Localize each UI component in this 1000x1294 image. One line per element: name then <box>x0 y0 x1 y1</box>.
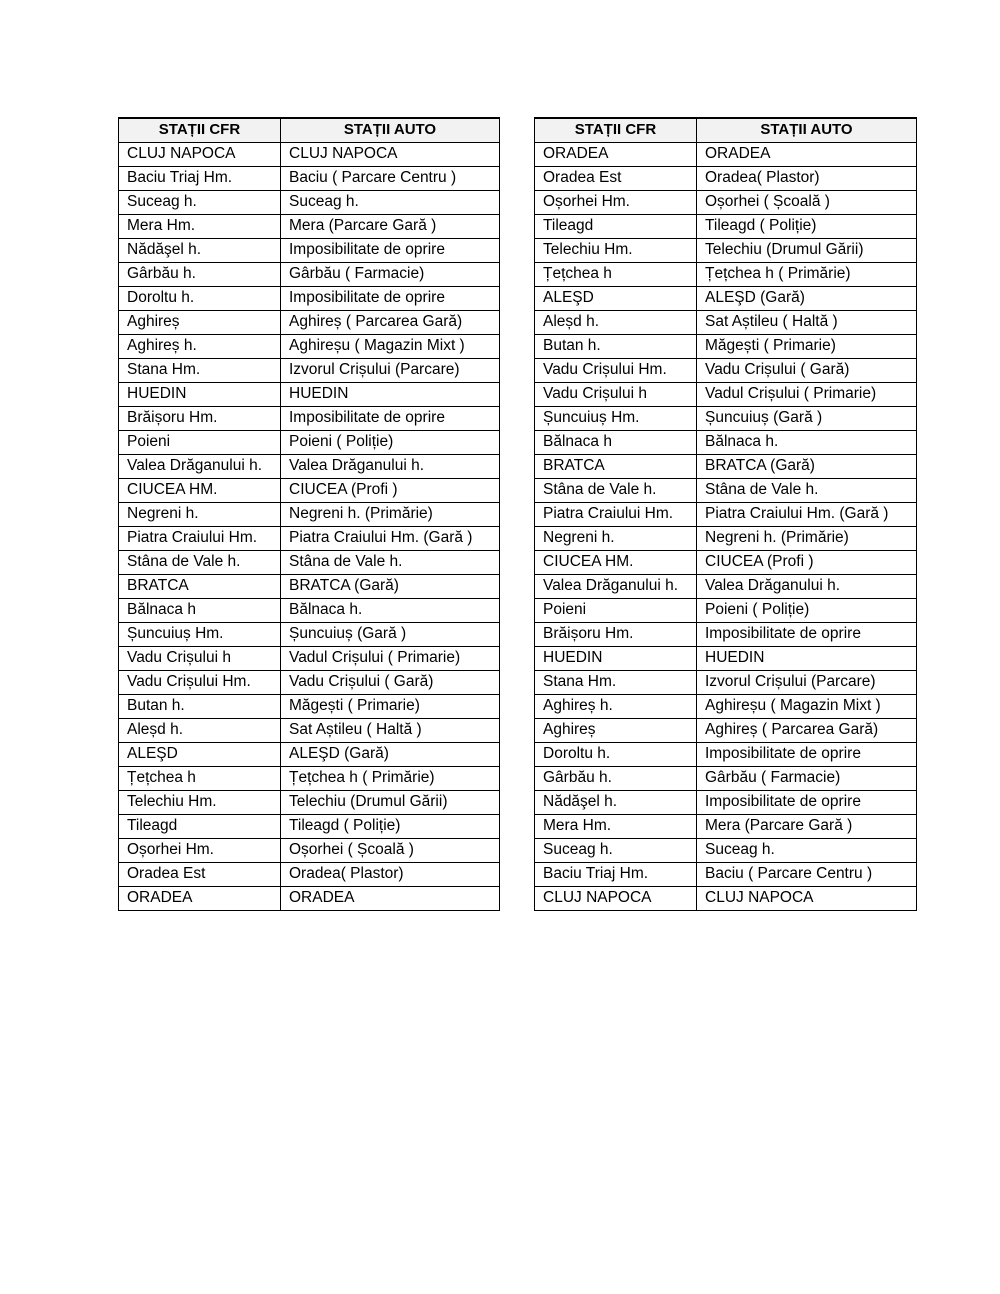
table-row <box>119 526 500 550</box>
auto-station-cell: HUEDIN <box>697 646 917 670</box>
auto-station-cell: Oradea( Plastor) <box>697 166 917 190</box>
cfr-station-cell: Telechiu Hm. <box>535 238 697 262</box>
header-cfr-stations: STAȚII CFR <box>535 118 697 142</box>
table-row <box>535 790 917 814</box>
auto-station-cell: Șuncuiuș (Gară ) <box>697 406 917 430</box>
auto-station-cell: Aghireșu ( Magazin Mixt ) <box>281 334 500 358</box>
auto-station-cell: Bălnaca h. <box>697 430 917 454</box>
table-row <box>119 142 500 166</box>
cfr-station-cell: CLUJ NAPOCA <box>119 142 281 166</box>
auto-station-cell: Suceag h. <box>281 190 500 214</box>
table-row <box>119 334 500 358</box>
table-row <box>535 238 917 262</box>
cfr-station-cell: Țețchea h <box>119 766 281 790</box>
cfr-station-cell: Aleșd h. <box>535 310 697 334</box>
table-row <box>535 694 917 718</box>
auto-station-cell: Vadul Crișului ( Primarie) <box>281 646 500 670</box>
cfr-station-cell: Vadu Crișului h <box>535 382 697 406</box>
auto-station-cell: Aghireș ( Parcarea Gară) <box>697 718 917 742</box>
table-body <box>535 142 917 910</box>
table-row <box>119 718 500 742</box>
auto-station-cell: HUEDIN <box>281 382 500 406</box>
table-row <box>535 286 917 310</box>
cfr-station-cell: Tileagd <box>119 814 281 838</box>
auto-station-cell: ORADEA <box>281 886 500 910</box>
table-row <box>119 262 500 286</box>
cfr-station-cell: Oșorhei Hm. <box>119 838 281 862</box>
cfr-station-cell: Vadu Crișului Hm. <box>119 670 281 694</box>
table-row <box>119 358 500 382</box>
auto-station-cell: Izvorul Crișului (Parcare) <box>697 670 917 694</box>
cfr-station-cell: CIUCEA HM. <box>119 478 281 502</box>
auto-station-cell: Stâna de Vale h. <box>281 550 500 574</box>
cfr-station-cell: Poieni <box>119 430 281 454</box>
cfr-station-cell: Brăișoru Hm. <box>119 406 281 430</box>
auto-station-cell: Aghireș ( Parcarea Gară) <box>281 310 500 334</box>
auto-station-cell: Mera (Parcare Gară ) <box>281 214 500 238</box>
table-row <box>119 430 500 454</box>
table-row <box>119 166 500 190</box>
table-row <box>119 790 500 814</box>
cfr-station-cell: Piatra Craiului Hm. <box>535 502 697 526</box>
table-row <box>535 838 917 862</box>
table-row <box>119 886 500 910</box>
cfr-station-cell: Baciu Triaj Hm. <box>119 166 281 190</box>
table-row <box>535 502 917 526</box>
auto-station-cell: Tileagd ( Poliție) <box>697 214 917 238</box>
auto-station-cell: Bălnaca h. <box>281 598 500 622</box>
auto-station-cell: Piatra Craiului Hm. (Gară ) <box>697 502 917 526</box>
cfr-station-cell: Vadu Crișului Hm. <box>535 358 697 382</box>
cfr-station-cell: Mera Hm. <box>535 814 697 838</box>
table-row <box>535 190 917 214</box>
auto-station-cell: CLUJ NAPOCA <box>697 886 917 910</box>
auto-station-cell: Tileagd ( Poliție) <box>281 814 500 838</box>
auto-station-cell: Măgești ( Primarie) <box>697 334 917 358</box>
table-row <box>535 166 917 190</box>
table-row <box>535 574 917 598</box>
cfr-station-cell: Șuncuiuș Hm. <box>119 622 281 646</box>
cfr-station-cell: Piatra Craiului Hm. <box>119 526 281 550</box>
table-row <box>535 526 917 550</box>
cfr-station-cell: Gârbău h. <box>119 262 281 286</box>
auto-station-cell: Mera (Parcare Gară ) <box>697 814 917 838</box>
table-row <box>535 454 917 478</box>
table-row <box>119 406 500 430</box>
cfr-station-cell: Nădăşel h. <box>535 790 697 814</box>
table-row <box>535 886 917 910</box>
auto-station-cell: Telechiu (Drumul Gării) <box>697 238 917 262</box>
cfr-station-cell: Valea Drăganului h. <box>119 454 281 478</box>
auto-station-cell: Șuncuiuș (Gară ) <box>281 622 500 646</box>
cfr-station-cell: HUEDIN <box>119 382 281 406</box>
table-row <box>119 694 500 718</box>
table-row <box>535 646 917 670</box>
auto-station-cell: Aghireșu ( Magazin Mixt ) <box>697 694 917 718</box>
table-row <box>119 286 500 310</box>
table-row <box>535 742 917 766</box>
cfr-station-cell: ORADEA <box>535 142 697 166</box>
auto-station-cell: Vadu Crișului ( Gară) <box>697 358 917 382</box>
cfr-station-cell: Oradea Est <box>535 166 697 190</box>
table-row <box>535 406 917 430</box>
auto-station-cell: Țețchea h ( Primărie) <box>281 766 500 790</box>
cfr-station-cell: Stâna de Vale h. <box>535 478 697 502</box>
table-row <box>535 358 917 382</box>
table-row <box>119 574 500 598</box>
cfr-station-cell: Valea Drăganului h. <box>535 574 697 598</box>
auto-station-cell: Gârbău ( Farmacie) <box>281 262 500 286</box>
table-row <box>535 718 917 742</box>
auto-station-cell: Vadu Crișului ( Gară) <box>281 670 500 694</box>
table-row <box>119 454 500 478</box>
cfr-station-cell: Oradea Est <box>119 862 281 886</box>
table-row <box>535 334 917 358</box>
table-header-row <box>535 118 917 142</box>
cfr-station-cell: Suceag h. <box>535 838 697 862</box>
route-table-oradea-cluj <box>534 117 917 911</box>
cfr-station-cell: BRATCA <box>119 574 281 598</box>
auto-station-cell: Imposibilitate de oprire <box>697 790 917 814</box>
auto-station-cell: BRATCA (Gară) <box>697 454 917 478</box>
auto-station-cell: ORADEA <box>697 142 917 166</box>
cfr-station-cell: Stâna de Vale h. <box>119 550 281 574</box>
cfr-station-cell: ALEŞD <box>119 742 281 766</box>
table-row <box>119 502 500 526</box>
auto-station-cell: CLUJ NAPOCA <box>281 142 500 166</box>
auto-station-cell: Măgești ( Primarie) <box>281 694 500 718</box>
table-row <box>535 310 917 334</box>
auto-station-cell: Suceag h. <box>697 838 917 862</box>
cfr-station-cell: ORADEA <box>119 886 281 910</box>
cfr-station-cell: CIUCEA HM. <box>535 550 697 574</box>
table-row <box>119 814 500 838</box>
cfr-station-cell: Bălnaca h <box>119 598 281 622</box>
auto-station-cell: Valea Drăganului h. <box>281 454 500 478</box>
cfr-station-cell: Nădăşel h. <box>119 238 281 262</box>
route-table-cluj-oradea <box>118 117 500 911</box>
table-row <box>119 382 500 406</box>
table-row <box>119 190 500 214</box>
auto-station-cell: Poieni ( Poliție) <box>697 598 917 622</box>
cfr-station-cell: Tileagd <box>535 214 697 238</box>
table-row <box>535 550 917 574</box>
auto-station-cell: Imposibilitate de oprire <box>697 622 917 646</box>
auto-station-cell: Oșorhei ( Școală ) <box>697 190 917 214</box>
auto-station-cell: Valea Drăganului h. <box>697 574 917 598</box>
cfr-station-cell: Telechiu Hm. <box>119 790 281 814</box>
cfr-station-cell: BRATCA <box>535 454 697 478</box>
cfr-station-cell: Suceag h. <box>119 190 281 214</box>
cfr-station-cell: Aghireș <box>535 718 697 742</box>
cfr-station-cell: Butan h. <box>535 334 697 358</box>
cfr-station-cell: Aghireș h. <box>535 694 697 718</box>
cfr-station-cell: CLUJ NAPOCA <box>535 886 697 910</box>
table-row <box>535 262 917 286</box>
table-row <box>119 214 500 238</box>
cfr-station-cell: Butan h. <box>119 694 281 718</box>
auto-station-cell: Negreni h. (Primărie) <box>281 502 500 526</box>
cfr-station-cell: Oșorhei Hm. <box>535 190 697 214</box>
cfr-station-cell: Aghireș <box>119 310 281 334</box>
table-row <box>119 670 500 694</box>
auto-station-cell: ALEŞD (Gară) <box>697 286 917 310</box>
auto-station-cell: Imposibilitate de oprire <box>281 238 500 262</box>
auto-station-cell: Poieni ( Poliție) <box>281 430 500 454</box>
table-row <box>535 622 917 646</box>
auto-station-cell: Telechiu (Drumul Gării) <box>281 790 500 814</box>
table-row <box>535 214 917 238</box>
auto-station-cell: Sat Aștileu ( Haltă ) <box>697 310 917 334</box>
auto-station-cell: Piatra Craiului Hm. (Gară ) <box>281 526 500 550</box>
table-row <box>119 478 500 502</box>
auto-station-cell: CIUCEA (Profi ) <box>281 478 500 502</box>
auto-station-cell: Imposibilitate de oprire <box>697 742 917 766</box>
table-row <box>535 862 917 886</box>
auto-station-cell: Baciu ( Parcare Centru ) <box>697 862 917 886</box>
auto-station-cell: Imposibilitate de oprire <box>281 406 500 430</box>
cfr-station-cell: Mera Hm. <box>119 214 281 238</box>
auto-station-cell: Sat Aștileu ( Haltă ) <box>281 718 500 742</box>
cfr-station-cell: Doroltu h. <box>535 742 697 766</box>
table-row <box>119 766 500 790</box>
table-row <box>535 598 917 622</box>
cfr-station-cell: Bălnaca h <box>535 430 697 454</box>
auto-station-cell: Vadul Crișului ( Primarie) <box>697 382 917 406</box>
table-row <box>119 238 500 262</box>
cfr-station-cell: Vadu Crișului h <box>119 646 281 670</box>
table-row <box>119 310 500 334</box>
cfr-station-cell: Negreni h. <box>535 526 697 550</box>
cfr-station-cell: Stana Hm. <box>535 670 697 694</box>
table-row <box>119 646 500 670</box>
cfr-station-cell: Doroltu h. <box>119 286 281 310</box>
header-cfr-stations: STAȚII CFR <box>119 118 281 142</box>
cfr-station-cell: Țețchea h <box>535 262 697 286</box>
table-row <box>119 550 500 574</box>
table-row <box>535 142 917 166</box>
table-row <box>119 742 500 766</box>
cfr-station-cell: Baciu Triaj Hm. <box>535 862 697 886</box>
cfr-station-cell: Negreni h. <box>119 502 281 526</box>
cfr-station-cell: ALEŞD <box>535 286 697 310</box>
table-row <box>119 838 500 862</box>
auto-station-cell: BRATCA (Gară) <box>281 574 500 598</box>
header-auto-stations: STAȚII AUTO <box>697 118 917 142</box>
cfr-station-cell: Brăișoru Hm. <box>535 622 697 646</box>
auto-station-cell: Oșorhei ( Școală ) <box>281 838 500 862</box>
table-row <box>535 814 917 838</box>
table-row <box>535 382 917 406</box>
auto-station-cell: Imposibilitate de oprire <box>281 286 500 310</box>
cfr-station-cell: Șuncuiuș Hm. <box>535 406 697 430</box>
table-row <box>119 622 500 646</box>
cfr-station-cell: Poieni <box>535 598 697 622</box>
auto-station-cell: Stâna de Vale h. <box>697 478 917 502</box>
table-row <box>535 430 917 454</box>
cfr-station-cell: Aleșd h. <box>119 718 281 742</box>
auto-station-cell: Gârbău ( Farmacie) <box>697 766 917 790</box>
auto-station-cell: Țețchea h ( Primărie) <box>697 262 917 286</box>
table-body <box>119 142 500 910</box>
auto-station-cell: Negreni h. (Primărie) <box>697 526 917 550</box>
auto-station-cell: ALEŞD (Gară) <box>281 742 500 766</box>
auto-station-cell: Oradea( Plastor) <box>281 862 500 886</box>
table-row <box>535 766 917 790</box>
auto-station-cell: Izvorul Crișului (Parcare) <box>281 358 500 382</box>
table-row <box>535 478 917 502</box>
auto-station-cell: Baciu ( Parcare Centru ) <box>281 166 500 190</box>
table-row <box>119 598 500 622</box>
cfr-station-cell: Stana Hm. <box>119 358 281 382</box>
table-header-row <box>119 118 500 142</box>
table-row <box>119 862 500 886</box>
cfr-station-cell: Gârbău h. <box>535 766 697 790</box>
cfr-station-cell: HUEDIN <box>535 646 697 670</box>
header-auto-stations: STAȚII AUTO <box>281 118 500 142</box>
cfr-station-cell: Aghireș h. <box>119 334 281 358</box>
auto-station-cell: CIUCEA (Profi ) <box>697 550 917 574</box>
table-row <box>535 670 917 694</box>
